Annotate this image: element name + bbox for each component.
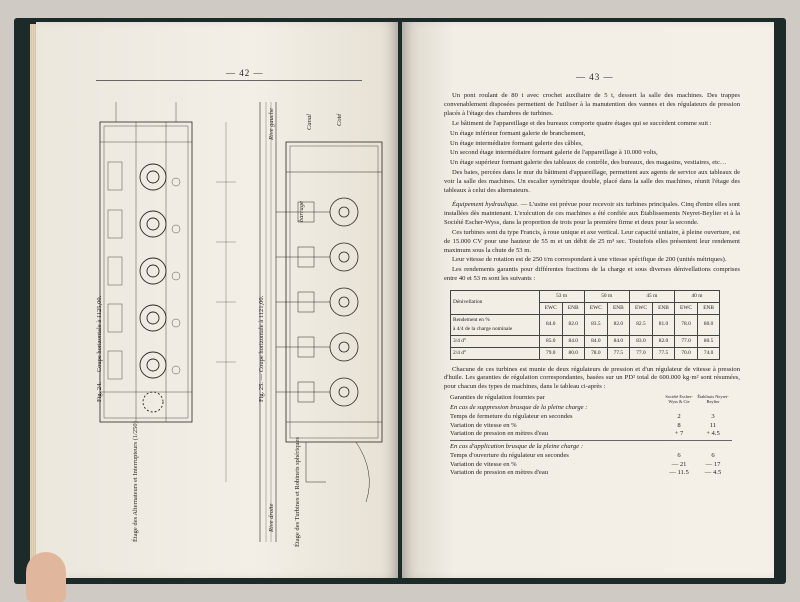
fig-24-caption: Fig. 24. — Coupe horizontale à 1125,00. [96, 295, 103, 402]
paragraph: Un étage supérieur formant galerie des tableaux de contrôle, des bureaux, des magasins, vestiaires, etc… [450, 159, 727, 167]
guarantees-section: En cas de suppression brusque de la pleine charge : [450, 404, 588, 412]
level-header: 45 m [629, 291, 674, 303]
left-page [36, 22, 398, 578]
col-escher-wyss: Société Escher-Wyss & Cie [665, 394, 693, 405]
section-heading: Équipement hydraulique. [452, 200, 519, 208]
paragraph: Un étage intermédiaire formant galerie des câbles, [450, 139, 583, 147]
header-rule [96, 80, 362, 81]
table-cell: 84.0 [608, 335, 630, 347]
table-cell: 77.0 [674, 335, 697, 347]
table-cell: 85.0 [539, 335, 562, 347]
guarantees-title: Garanties de régulation fournies par [450, 394, 545, 402]
guarantees-table [450, 394, 740, 477]
paragraph: Les rendements garantis pour différentes fractions de la charge et sous diverses dénivellations comprises entre 40 et 53 m sont les suivants : [444, 266, 740, 283]
table-cell: 82.5 [629, 314, 652, 335]
yields-table [450, 290, 720, 359]
sub-header: EWC [629, 303, 652, 315]
divider [450, 440, 732, 441]
label-barrage: barrage [298, 201, 305, 222]
fig-25-caption: Fig. 25. — Coupe horizontale à 1121,00. [258, 295, 265, 402]
sub-header: EWC [674, 303, 697, 315]
table-row: Variation de pression en mètres d'eau — 11.5 — 4.5 [450, 469, 722, 477]
paragraph: Chacune de ces turbines est munie de deux régulateurs de pression et d'un régulateur de vitesse à pression d'huile. Les garanties de régulation correspondantes, basées sur un PD² total de 600.000 kg·m² sont résumées, pour chacun des types de machines, dans le tableau ci-après : [444, 365, 740, 391]
paragraph: Leur vitesse de rotation est de 250 t/m correspondant à une vitesse spécifique de 200 (unités métriques). [452, 256, 727, 264]
table-row: Variation de pression en mètres d'eau + 7 + 4.5 [450, 430, 720, 437]
sub-header: EWC [584, 303, 607, 315]
table-cell: 77.0 [629, 347, 652, 359]
table-cell: 80.0 [562, 347, 584, 359]
table-row: Temps d'ouverture du régulateur en secondes 6 6 [450, 452, 715, 460]
label-canal: Canal [306, 114, 313, 130]
table-cell: 78.0 [674, 314, 697, 335]
label-rive-gauche: Rive gauche [268, 108, 275, 140]
guarantees-section: En cas d'application brusque de la pleine charge : [450, 443, 584, 451]
left-page-number: — 42 — [226, 68, 264, 78]
right-page-number: — 43 — [576, 72, 614, 82]
table-cell: 82.0 [608, 314, 630, 335]
level-header: 40 m [674, 291, 719, 303]
table-cell: 80.0 [698, 314, 720, 335]
level-header: 50 m [584, 291, 629, 303]
table-row: Variation de vitesse en % 8 11 [450, 421, 717, 429]
paragraph: Ces turbines sont du type Francis, à roue unique et axe vertical. Leur capacité unitaire, à pleine ouverture, est de 15.000 CV pour une hauteur de 55 m et un débit de 25 m³ sec. Toutefois elles présentent leur rendement maximum sous la chute de 53 m. [444, 228, 740, 254]
sub-header: EWC [539, 303, 562, 315]
table-cell: 79.0 [539, 347, 562, 359]
paragraph: Un second étage intermédiaire formant galerie de l'appareillage à 10.000 volts, [450, 149, 658, 157]
table-cell: 80.5 [698, 335, 720, 347]
row-label: 3/4 d° [451, 335, 540, 347]
paragraph: Des baies, percées dans le mur du bâtiment d'appareillage, permettent aux agents de service aux tableaux de voir la salle des machines. Un escalier symétrique double, placé dans la salle des machines, réunit l'étage des tableaux à celui des alternateurs. [444, 169, 740, 195]
right-page [402, 22, 774, 578]
table-head-label: Dénivellation [451, 291, 540, 315]
fig-25-subcaption: Étage des Turbines et Robinets sphériques [294, 437, 301, 547]
table-cell: 74.0 [698, 347, 720, 359]
sub-header: ENB [562, 303, 584, 315]
label-rive-droite: Rive droite [268, 503, 275, 532]
table-cell: 81.0 [653, 314, 675, 335]
table-cell: 82.0 [562, 314, 584, 335]
paragraph: Un étage inférieur formant galerie de branchement, [450, 129, 586, 137]
table-cell: 82.0 [653, 335, 675, 347]
table-cell: 77.5 [653, 347, 675, 359]
sub-header: ENB [608, 303, 630, 315]
table-cell: 77.5 [608, 347, 630, 359]
fig-24-subcaption: Étage des Alternateurs et Interrupteurs (1/250) [132, 421, 139, 542]
table-cell: 84.0 [584, 335, 607, 347]
table-row: Temps de fermeture du régulateur en secondes 2 3 [450, 413, 715, 421]
sub-header: ENB [698, 303, 720, 315]
table-cell: 70.0 [674, 347, 697, 359]
paragraph: — L'usine est prévue pour recevoir six turbines principales. Cinq d'entre elles sont installées dès maintenant. L'exécution de ces machines a été confiée aux Établissements Neyret-Beylier et à la Société Escher-Wyss, dans la proportion de trois pour la première firme et deux pour la seconde. [444, 200, 740, 226]
paragraph: Le bâtiment de l'appareillage et des bureaux comporte quatre étages qui se succèdent comme suit : [452, 119, 712, 127]
label-cote: Coté [336, 113, 343, 126]
sub-header: ENB [653, 303, 675, 315]
powerplant-plan-drawing [76, 102, 386, 542]
table-cell: 78.0 [584, 347, 607, 359]
table-cell: 84.0 [562, 335, 584, 347]
table-row: Variation de vitesse en % — 21 — 17 [450, 460, 721, 468]
table-cell: 84.0 [539, 314, 562, 335]
row-label: 2/4 d° [451, 347, 540, 359]
table-cell: 83.0 [629, 335, 652, 347]
row-label: Rendement en % à 4/4 de la charge nominale [451, 314, 540, 335]
level-header: 53 m [539, 291, 584, 303]
body-text [444, 92, 740, 478]
col-neyret-beylier: Établissts Neyret-Beylier [697, 394, 729, 405]
paragraph: Un pont roulant de 80 t avec crochet auxiliaire de 5 t, dessert la salle des machines. Des trappes convenablement disposées permettent de l'utiliser à la manutention des vannes et des régulateurs de pression placés à l'étage des chambres de turbines. [444, 92, 740, 117]
table-cell: 83.5 [584, 314, 607, 335]
thumb [26, 552, 66, 602]
